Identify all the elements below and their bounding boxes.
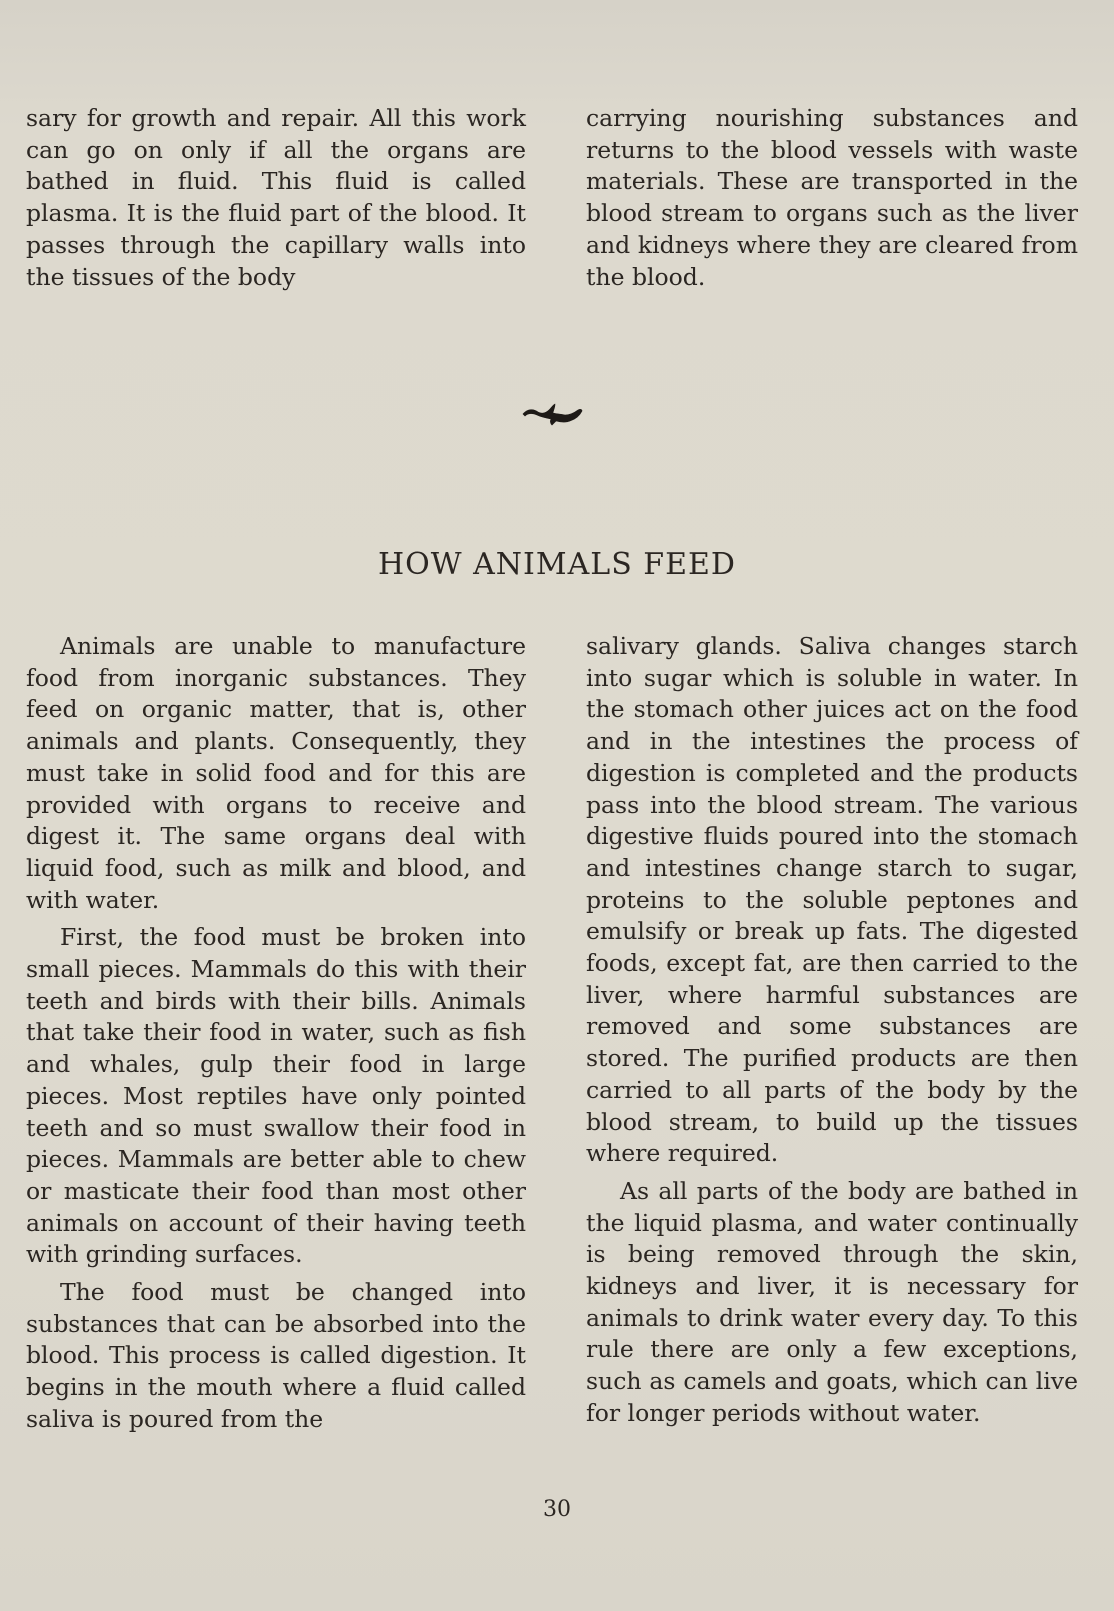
article-column-right [586,631,1078,1430]
continued-text-right [586,103,1078,293]
paragraph: The food must be changed into substances that can be absorbed into the blood. This process is called digestion. It begins in the mouth where a fluid called saliva is poured from the [26,1278,526,1433]
paragraph: First, the food must be broken into small pieces. Mammals do this with their teeth and birds with their bills. Animals that take their food in water, such as fish and whales, gulp their food in large pieces. Most reptiles have only pointed teeth and so must swallow their food in pieces. Mammals are better able to chew or masticate their food than most other animals on account of their having teeth with grinding surfaces. [26,923,526,1269]
bird-ornament-icon [520,400,584,432]
page-number: 30 [543,1497,571,1522]
paragraph: Animals are unable to manufacture food from inorganic substances. They feed on organic matter, that is, other animals and plants. Consequently, they must take in solid food and for this are provided with organs to receive and digest it. The same organs deal with liquid food, such as milk and blood, and with water. [26,632,526,914]
continued-text-left [26,103,526,293]
paragraph: sary for growth and repair. All this work can go on only if all the organs are bathed in fluid. This fluid is called plasma. It is the fluid part of the blood. It passes through the capillary walls into the tissues of the body [26,104,526,291]
paragraph: As all parts of the body are bathed in the liquid plasma, and water continually is being removed through the skin, kidneys and liver, it is necessary for animals to drink water every day. To this rule there are only a few exceptions, such as camels and goats, which can live for longer periods without water. [586,1176,1078,1427]
section-heading: HOW ANIMALS FEED [378,547,736,582]
paragraph: salivary glands. Saliva changes starch into sugar which is soluble in water. In the stomach other juices act on the food and in the intestines the process of digestion is completed and the products pass into the blood stream. The various digestive fluids poured into the stomach and intestines change starch to sugar, proteins to the soluble peptones and emulsify or break up fats. The digested foods, except fat, are then carried to the liver, where harmful substances are removed and some substances are stored. The purified products are then carried to all parts of the body by the blood stream, to build up the tissues where required. [586,632,1078,1168]
paragraph: carrying nourishing substances and returns to the blood vessels with waste materials. These are transported in the blood stream to organs such as the liver and kidneys where they are cleared from the blood. [586,104,1078,291]
article-column-left [26,631,526,1436]
